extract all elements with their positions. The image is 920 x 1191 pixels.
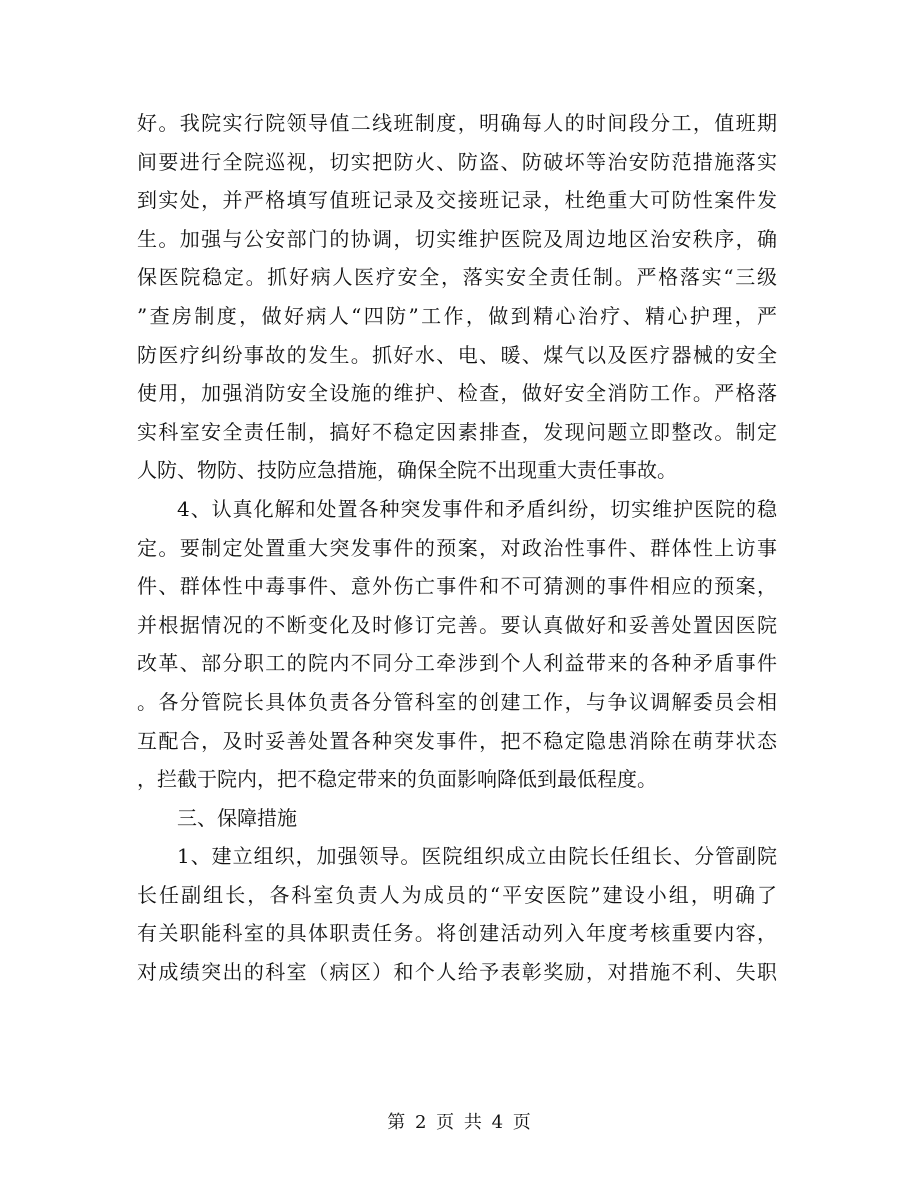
paragraph-line: 防医疗纠纷事故的发生。抓好水、电、暖、煤气以及医疗器械的安全 — [137, 342, 777, 367]
paragraph-line: 定。要制定处置重大突发事件的预案，对政治性事件、群体性上访事 — [137, 535, 777, 560]
paragraph-line: 到实处，并严格填写值班记录及交接班记录，杜绝重大可防性案件发 — [137, 188, 777, 213]
paragraph-line: 件、群体性中毒事件、意外伤亡事件和不可猜测的事件相应的预案， — [137, 574, 777, 599]
paragraph-line: 长任副组长，各科室负责人为成员的“平安医院”建设小组，明确了 — [137, 882, 777, 907]
paragraph-line: 对成绩突出的科室（病区）和个人给予表彰奖励，对措施不利、失职 — [137, 960, 777, 985]
section-heading: 三、保障措施 — [177, 805, 297, 830]
paragraph-line: 实科室安全责任制，搞好不稳定因素排查，发现问题立即整改。制定 — [137, 419, 777, 444]
paragraph-line: 间要进行全院巡视，切实把防火、防盗、防破坏等治安防范措施落实 — [137, 149, 777, 174]
paragraph-line: 4、认真化解和处置各种突发事件和矛盾纠纷，切实维护医院的稳 — [177, 496, 777, 521]
page-number-footer: 第 2 页 共 4 页 — [387, 1112, 533, 1133]
paragraph-line: ，拦截于院内，把不稳定带来的负面影响降低到最低程度。 — [137, 767, 657, 792]
document-body — [137, 104, 777, 992]
paragraph-line: 改革、部分职工的院内不同分工牵涉到个人利益带来的各种矛盾事件 — [137, 651, 777, 676]
paragraph-line: 有关职能科室的具体职责任务。将创建活动列入年度考核重要内容， — [137, 921, 777, 946]
paragraph-line: 并根据情况的不断变化及时修订完善。要认真做好和妥善处置因医院 — [137, 612, 777, 637]
paragraph-line: 使用，加强消防安全设施的维护、检查，做好安全消防工作。严格落 — [137, 381, 777, 406]
paragraph-line: 保医院稳定。抓好病人医疗安全，落实安全责任制。严格落实“三级 — [137, 265, 777, 290]
paragraph-line: 1、建立组织，加强领导。医院组织成立由院长任组长、分管副院 — [177, 844, 777, 869]
paragraph-line: 生。加强与公安部门的协调，切实维护医院及周边地区治安秩序，确 — [137, 226, 777, 251]
paragraph-line: 好。我院实行院领导值二线班制度，明确每人的时间段分工，值班期 — [137, 111, 777, 135]
paragraph-line: 互配合，及时妥善处置各种突发事件，把不稳定隐患消除在萌芽状态 — [137, 728, 777, 753]
paragraph-line: ”查房制度，做好病人“四防”工作，做到精心治疗、精心护理，严 — [137, 303, 777, 328]
paragraph-line: 人防、物防、技防应急措施，确保全院不出现重大责任事故。 — [137, 458, 677, 483]
paragraph-line: 。各分管院长具体负责各分管科室的创建工作，与争议调解委员会相 — [137, 689, 777, 714]
